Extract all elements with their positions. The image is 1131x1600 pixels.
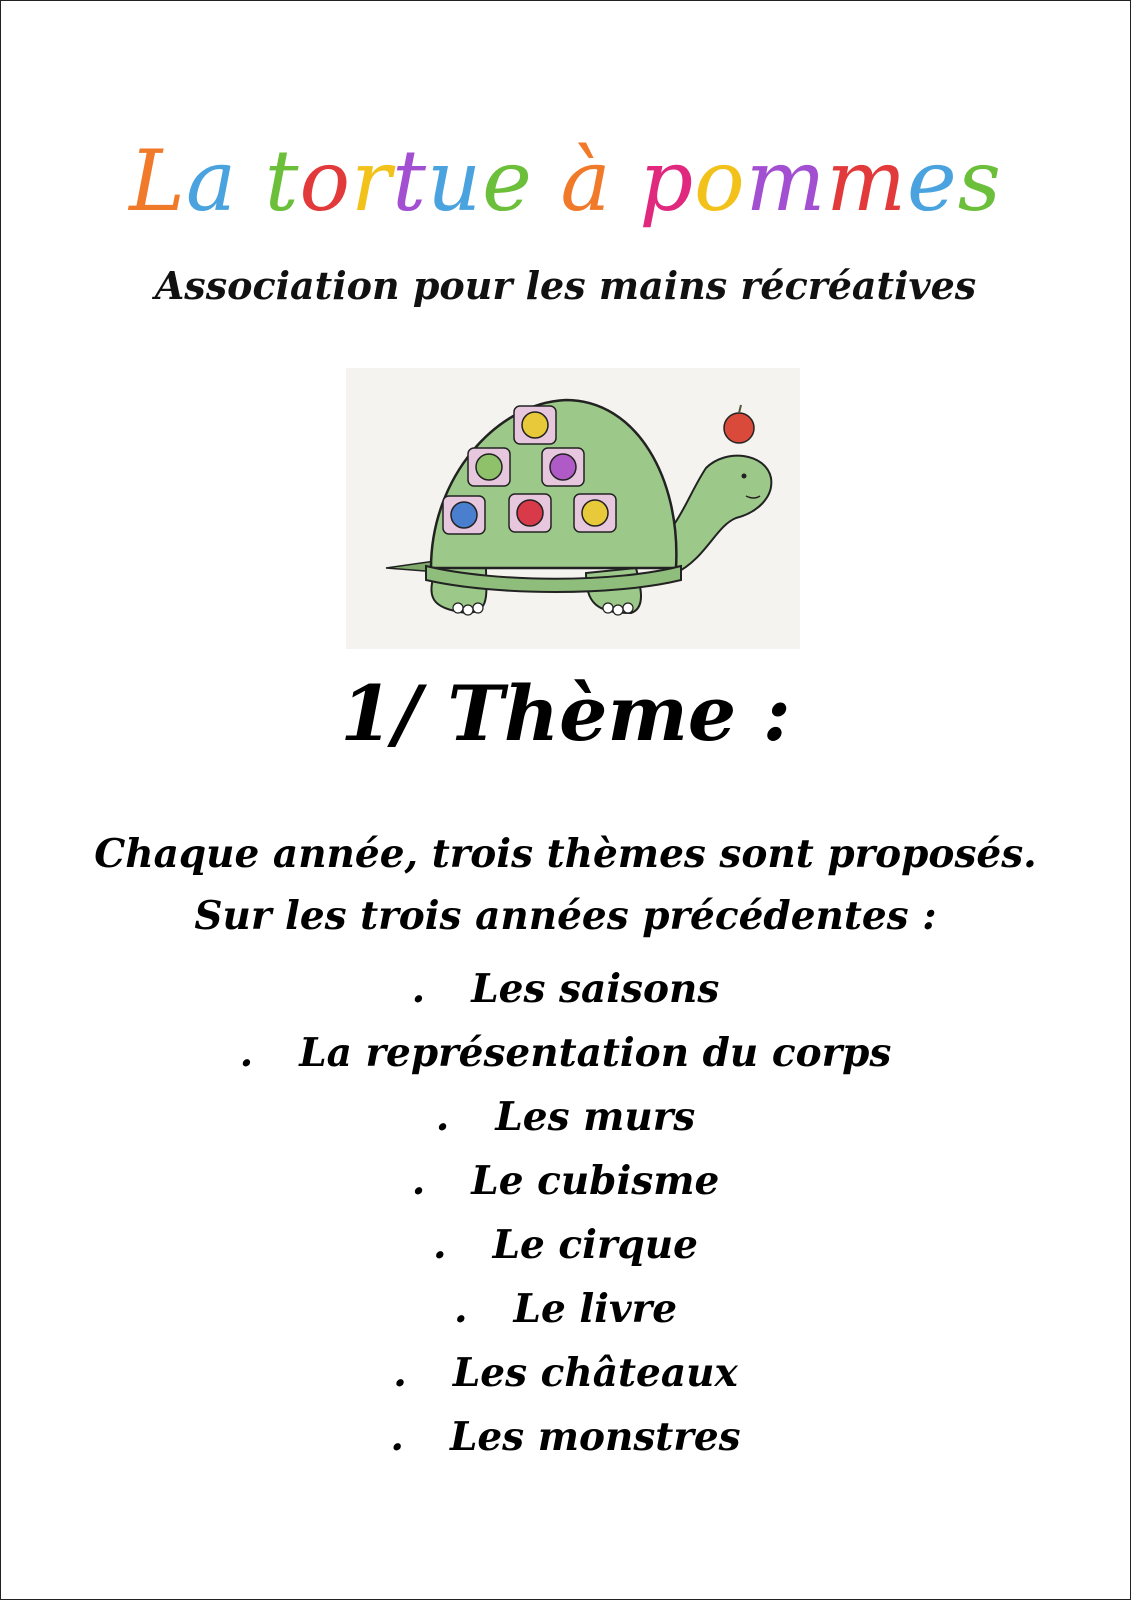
- title-letter: e: [482, 132, 533, 230]
- title-letter: [237, 131, 265, 231]
- theme-label: Le cirque: [492, 1222, 698, 1268]
- title-letter: m: [745, 132, 827, 230]
- theme-label: Les monstres: [449, 1414, 741, 1460]
- title-letter: t: [264, 132, 300, 230]
- title-letter: o: [694, 132, 746, 230]
- list-item: [1, 1087, 1130, 1151]
- title-letter: t: [392, 132, 427, 230]
- list-item: [1, 959, 1130, 1023]
- theme-label: Les murs: [495, 1094, 696, 1140]
- bullet: .: [411, 1158, 426, 1204]
- title-letter: p: [639, 132, 695, 230]
- theme-label: Le cubisme: [471, 1158, 720, 1204]
- title-letter: L: [129, 132, 186, 230]
- bullet: .: [239, 1030, 254, 1076]
- bullet: .: [390, 1414, 404, 1460]
- list-item: [1, 1023, 1130, 1087]
- title-letter: e: [907, 132, 958, 230]
- list-item: [1, 1343, 1130, 1407]
- intro-line-1: Chaque année, trois thèmes sont proposés.: [94, 831, 1037, 877]
- title-letter: [612, 131, 640, 231]
- list-item: [1, 1279, 1130, 1343]
- title-letter: u: [427, 132, 483, 230]
- theme-label: La représentation du corps: [299, 1030, 892, 1076]
- title-letter: à: [560, 132, 612, 230]
- title-letter: [533, 131, 561, 231]
- list-item: [1, 1215, 1130, 1279]
- intro-line-2: Sur les trois années précédentes :: [194, 893, 937, 939]
- bullet: .: [393, 1350, 407, 1396]
- title-letter: m: [826, 132, 907, 230]
- bullet: .: [435, 1094, 450, 1140]
- bullet: .: [433, 1222, 447, 1268]
- subtitle: Association pour les mains récréatives: [154, 263, 977, 308]
- title-letter: o: [299, 132, 352, 230]
- theme-list: [1, 959, 1130, 1471]
- list-item: [1, 1151, 1130, 1215]
- title-letter: r: [351, 132, 393, 230]
- theme-label: Le livre: [513, 1286, 678, 1332]
- list-item: [1, 1407, 1130, 1471]
- turtle-illustration-icon: [346, 368, 800, 649]
- bullet: .: [411, 966, 426, 1012]
- bullet: .: [453, 1286, 468, 1332]
- section-heading: 1/ Thème :: [340, 669, 791, 758]
- title-letter: s: [957, 132, 1002, 230]
- theme-label: Les châteaux: [452, 1350, 738, 1396]
- title: [1, 131, 1130, 231]
- title-letter: a: [185, 132, 238, 230]
- theme-label: Les saisons: [471, 966, 720, 1012]
